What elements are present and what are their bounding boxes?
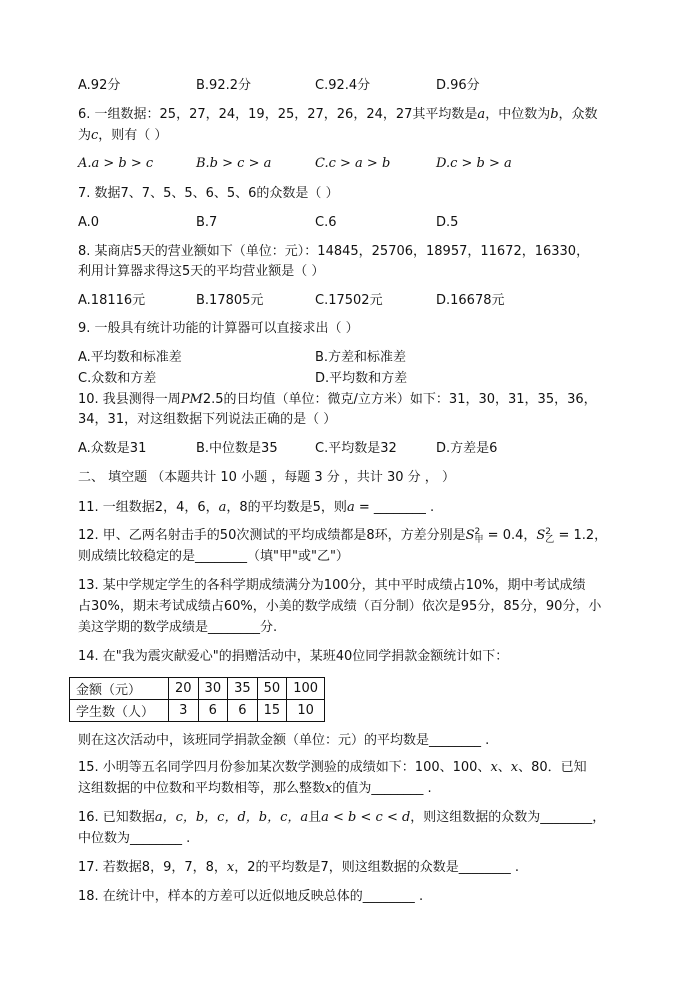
q13-line1: 13. 某中学规定学生的各科学期成绩满分为100分，其中平时成绩占10%，期中考试成绩 — [78, 578, 586, 593]
q7-option-d: D.5 — [436, 215, 459, 230]
q9-option-b: B.方差和标准差 — [315, 350, 407, 365]
q6-stem-line1: 6. 一组数据：25，27，24，19，25，27，26，24，27其平均数是a，中位数为b，众数 — [78, 107, 598, 122]
table-cell: 6 — [198, 700, 228, 722]
q12-line2: 则成绩比较稳定的是________（填"甲"或"乙"） — [78, 549, 349, 564]
q10-option-b: B.中位数是35 — [196, 441, 278, 456]
q10-option-a: A.众数是31 — [78, 441, 147, 456]
q6-option-d: D.c > b > a — [436, 156, 512, 171]
q10-option-d: D.方差是6 — [436, 441, 498, 456]
q5-option-d: D.96分 — [436, 78, 480, 93]
q5-option-b: B.92.2分 — [196, 78, 251, 93]
q5-option-c: C.92.4分 — [315, 78, 371, 93]
q9-option-a: A.平均数和标准差 — [78, 350, 182, 365]
q14-after: 则在这次活动中，该班同学捐款金额（单位：元）的平均数是________ . — [78, 733, 490, 748]
q6-option-c: C.c > a > b — [315, 156, 391, 171]
q15-line2: 这组数据的中位数和平均数相等，那么整数x的值为________ . — [78, 781, 432, 796]
table-cell: 50 — [257, 678, 287, 700]
q18: 18. 在统计中，样本的方差可以近似地反映总体的________ . — [78, 889, 424, 904]
table-cell: 35 — [228, 678, 258, 700]
table-cell: 100 — [287, 678, 325, 700]
q5-option-a: A.92分 — [78, 78, 121, 93]
q6-stem-line2: 为c，则有（ ） — [78, 128, 168, 143]
q10-stem-line2: 34，31，对这组数据下列说法正确的是（ ） — [78, 412, 337, 427]
q10-option-c: C.平均数是32 — [315, 441, 397, 456]
q13-line2: 占30%，期末考试成绩占60%，小美的数学成绩（百分制）依次是95分，85分，90分，小 — [78, 599, 602, 614]
table-header-students: 学生数（人） — [70, 700, 169, 722]
table-row — [70, 678, 325, 700]
table-cell: 20 — [169, 678, 199, 700]
table-cell: 6 — [228, 700, 258, 722]
donation-table — [69, 677, 325, 722]
q16-line2: 中位数为________ . — [78, 831, 191, 846]
q8-option-c: C.17502元 — [315, 293, 383, 308]
q16-line1: 16. 已知数据a，c，b，c，d，b，c，a且a < b < c < d，则这组数据的众数为________， — [78, 810, 606, 825]
q14-stem: 14. 在"我为震灾献爱心"的捐赠活动中，某班40位同学捐款金额统计如下： — [78, 649, 509, 664]
table-header-amount: 金额（元） — [70, 678, 169, 700]
q8-stem-line1: 8. 某商店5天的营业额如下（单位：元）：14845，25706，18957，11672，16330， — [78, 244, 590, 259]
q7-option-a: A.0 — [78, 215, 100, 230]
table-cell: 3 — [169, 700, 199, 722]
q6-option-b: B.b > c > a — [196, 156, 272, 171]
q8-option-a: A.18116元 — [78, 293, 146, 308]
q17: 17. 若数据8，9，7，8，x，2的平均数是7，则这组数据的众数是________ . — [78, 860, 520, 875]
q7-stem: 7. 数据7、7、5、5、6、5、6的众数是（ ） — [78, 186, 339, 201]
q6-option-a: A.a > b > c — [78, 156, 154, 171]
table-cell: 15 — [257, 700, 287, 722]
q8-option-d: D.16678元 — [436, 293, 505, 308]
table-row — [70, 700, 325, 722]
q12-line1: 12. 甲、乙两名射击手的50次测试的平均成绩都是8环，方差分别是S 2 甲 = 0.4，S 2 乙 = 1.2， — [78, 526, 608, 545]
q10-stem-line1: 10. 我县测得一周PM2.5的日均值（单位：微克/立方米）如下：31，30，31，35，36， — [78, 392, 597, 407]
table-cell: 10 — [287, 700, 325, 722]
q7-option-c: C.6 — [315, 215, 337, 230]
q11: 11. 一组数据2，4，6，a，8的平均数是5，则a = ________ . — [78, 500, 435, 515]
section2-heading: 二、 填空题 （本题共计 10 小题 ，每题 3 分 ，共计 30 分 ， ） — [78, 470, 455, 485]
q9-stem: 9. 一般具有统计功能的计算器可以直接求出（ ） — [78, 321, 359, 336]
q8-stem-line2: 利用计算器求得这5天的平均营业额是（ ） — [78, 264, 325, 279]
q7-option-b: B.7 — [196, 215, 218, 230]
q9-option-c: C.众数和方差 — [78, 371, 157, 386]
table-cell: 30 — [198, 678, 228, 700]
q9-option-d: D.平均数和方差 — [315, 371, 408, 386]
q8-option-b: B.17805元 — [196, 293, 264, 308]
q13-line3: 美这学期的数学成绩是________分. — [78, 620, 278, 635]
q15-line1: 15. 小明等五名同学四月份参加某次数学测验的成绩如下：100、100、x、x、80．已知 — [78, 760, 587, 775]
